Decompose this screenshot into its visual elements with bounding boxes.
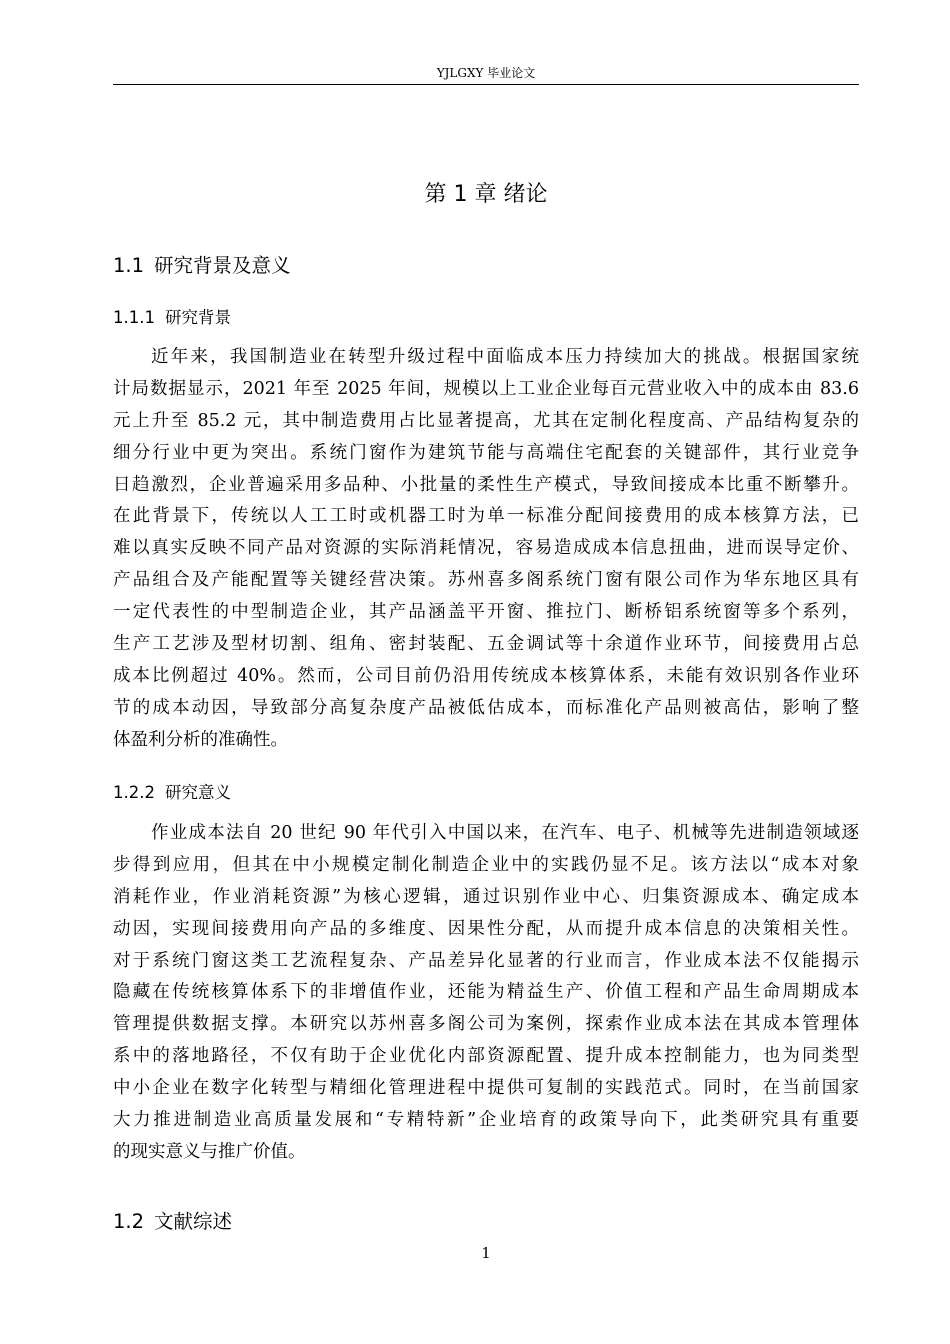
text-line: 的现实意义与推广价值。	[113, 1141, 306, 1162]
subsection-number: 1.1.1	[113, 308, 155, 327]
section-title: 文献综述	[154, 1210, 233, 1233]
text-line: 计局数据显示，2021 年至 2025 年间，规模以上工业企业每百元营业收入中的成本由 83.6	[113, 378, 859, 399]
subsection-title: 研究背景	[164, 308, 231, 327]
text-line: 消耗作业，作业消耗资源”为核心逻辑，通过识别作业中心、归集资源成本、确定成本	[113, 886, 859, 907]
chapter-title: 第 1 章 绪论	[424, 182, 548, 207]
text-line: 体盈利分析的准确性。	[113, 729, 288, 750]
text-line: 难以真实反映不同产品对资源的实际消耗情况，容易造成成本信息扭曲，进而误导定价、	[113, 538, 859, 559]
text-line: 细分行业中更为突出。系统门窗作为建筑节能与高端住宅配套的关键部件，其行业竞争	[113, 442, 859, 463]
page-header	[113, 0, 859, 86]
subsection-heading-1-1-1	[113, 306, 231, 330]
text-line: 大力推进制造业高质量发展和“专精特新”企业培育的政策导向下，此类研究具有重要	[113, 1110, 859, 1131]
subsection-number: 1.2.2	[113, 783, 155, 802]
subsection-heading-1-2-2	[113, 781, 231, 805]
text-line: 成本比例超过 40%。然而，公司目前仍沿用传统成本核算体系，未能有效识别各作业环	[113, 665, 859, 686]
section-heading-1-1	[113, 252, 291, 280]
text-line: 元上升至 85.2 元，其中制造费用占比显著提高，尤其在定制化程度高、产品结构复杂的	[113, 410, 859, 431]
text-line: 管理提供数据支撑。本研究以苏州喜多阁公司为案例，探索作业成本法在其成本管理体	[113, 1014, 859, 1035]
subsection-title: 研究意义	[164, 783, 231, 802]
text-line: 一定代表性的中型制造企业，其产品涵盖平开窗、推拉门、断桥铝系统窗等多个系列，	[113, 602, 859, 623]
section-title: 研究背景及意义	[154, 254, 291, 277]
text-line: 对于系统门窗这类工艺流程复杂、产品差异化显著的行业而言，作业成本法不仅能揭示	[113, 950, 859, 971]
text-line: 动因，实现间接费用向产品的多维度、因果性分配，从而提升成本信息的决策相关性。	[113, 918, 859, 939]
text-line: 在此背景下，传统以人工工时或机器工时为单一标准分配间接费用的成本核算方法，已	[113, 506, 859, 527]
text-line: 中小企业在数字化转型与精细化管理进程中提供可复制的实践范式。同时，在当前国家	[113, 1078, 859, 1099]
text-line: 近年来，我国制造业在转型升级过程中面临成本压力持续加大的挑战。根据国家统	[151, 347, 859, 367]
text-line: 步得到应用，但其在中小规模定制化制造企业中的实践仍显不足。该方法以“成本对象	[113, 854, 859, 875]
header-rule	[113, 84, 859, 85]
text-line: 系中的落地路径，不仅有助于企业优化内部资源配置、提升成本控制能力，也为同类型	[113, 1046, 859, 1067]
text-line: 节的成本动因，导致部分高复杂度产品被低估成本，而标准化产品则被高估，影响了整	[113, 697, 859, 718]
section-heading-1-2	[113, 1208, 232, 1236]
section-number: 1.2	[113, 1210, 145, 1233]
section-number: 1.1	[113, 254, 145, 277]
paragraph-research-background	[113, 342, 859, 757]
text-line: 生产工艺涉及型材切割、组角、密封装配、五金调试等十余道作业环节，间接费用占总	[113, 634, 859, 655]
text-line: 隐藏在传统核算体系下的非增值作业，还能为精益生产、价值工程和产品生命周期成本	[113, 982, 859, 1003]
paragraph-research-significance	[113, 818, 859, 1169]
header-title: YJLGXY 毕业论文	[436, 66, 536, 80]
text-line: 产品组合及产能配置等关键经营决策。苏州喜多阁系统门窗有限公司作为华东地区具有	[113, 570, 859, 591]
text-line: 作业成本法自 20 世纪 90 年代引入中国以来，在汽车、电子、机械等先进制造领域逐	[151, 823, 859, 843]
text-line: 日趋激烈，企业普遍采用多品种、小批量的柔性生产模式，导致间接成本比重不断攀升。	[113, 474, 859, 495]
page-number: 1	[481, 1244, 491, 1262]
